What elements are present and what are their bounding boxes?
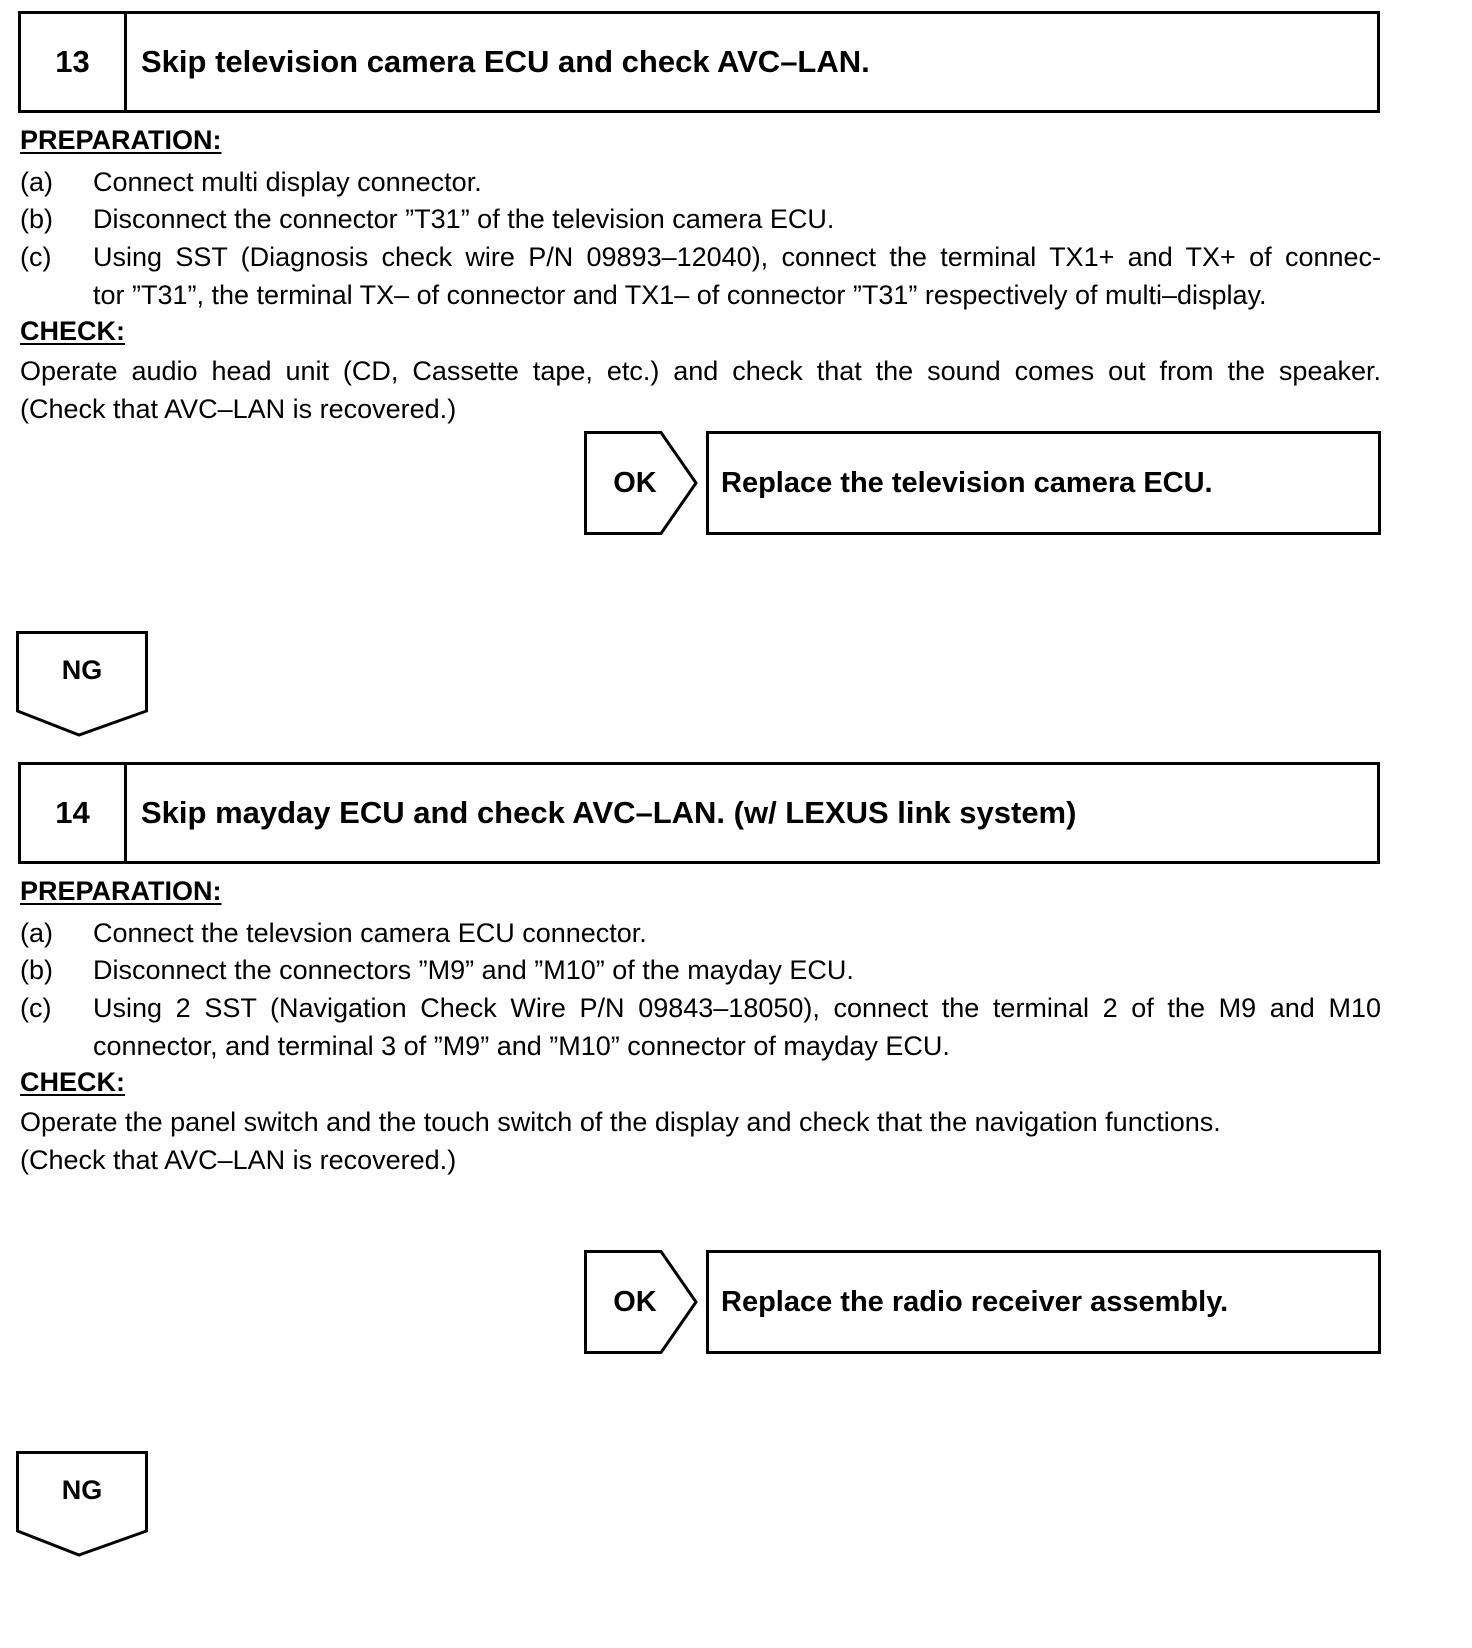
ng-label: NG [61, 1474, 103, 1505]
step-title: Skip television camera ECU and check AVC–LAN. [141, 44, 870, 79]
check-text-line-1: Operate audio head unit (CD, Cassette tape, etc.) and check that the sound comes out from the speaker. [20, 356, 1381, 386]
preparation-label: PREPARATION: [20, 876, 222, 906]
ok-result-box: Replace the radio receiver assembly. [706, 1250, 1381, 1354]
prep-item-label-c: (c) [20, 242, 52, 272]
ng-label: NG [61, 654, 103, 685]
prep-item-label-b: (b) [20, 955, 53, 985]
prep-item-b: Disconnect the connector ”T31” of the television camera ECU. [93, 204, 835, 234]
prep-item-a: Connect the televsion camera ECU connector. [93, 918, 647, 948]
preparation-label: PREPARATION: [20, 125, 222, 155]
ok-arrow-tag [584, 1250, 700, 1354]
check-text-line-2: (Check that AVC–LAN is recovered.) [20, 394, 457, 424]
prep-item-c-line-1: Using SST (Diagnosis check wire P/N 09893–12040), connect the terminal TX1+ and TX+ of connec- [93, 242, 1381, 272]
step-title: Skip mayday ECU and check AVC–LAN. (w/ LEXUS link system) [141, 795, 1077, 830]
prep-item-c-line-2: tor ”T31”, the terminal TX– of connector and TX1– of connector ”T31” respectively of multi–display. [93, 280, 1267, 310]
prep-item-b: Disconnect the connectors ”M9” and ”M10” of the mayday ECU. [93, 955, 854, 985]
ok-arrow-tag [584, 431, 700, 535]
ok-result-box: Replace the television camera ECU. [706, 431, 1381, 535]
check-text-line-1: Operate the panel switch and the touch switch of the display and check that the navigation functions. [20, 1107, 1221, 1137]
prep-item-a: Connect multi display connector. [93, 167, 482, 197]
prep-item-label-b: (b) [20, 204, 53, 234]
step-number: 14 [21, 765, 127, 861]
prep-item-c-line-1: Using 2 SST (Navigation Check Wire P/N 09843–18050), connect the terminal 2 of the M9 and M10 [93, 993, 1381, 1023]
step-number: 13 [21, 14, 127, 110]
check-label: CHECK: [20, 1067, 125, 1097]
prep-item-label-a: (a) [20, 918, 53, 948]
ng-arrow-tag [16, 1451, 148, 1557]
prep-item-label-a: (a) [20, 167, 53, 197]
prep-item-c-line-2: connector, and terminal 3 of ”M9” and ”M10” connector of mayday ECU. [93, 1031, 950, 1061]
ok-label: OK [613, 1285, 657, 1318]
step-14-header [18, 762, 1380, 864]
prep-item-label-c: (c) [20, 993, 52, 1023]
ng-arrow-tag [16, 631, 148, 737]
check-label: CHECK: [20, 316, 125, 346]
ok-label: OK [613, 466, 657, 499]
check-text-line-2: (Check that AVC–LAN is recovered.) [20, 1145, 457, 1175]
step-13-header [18, 11, 1380, 113]
